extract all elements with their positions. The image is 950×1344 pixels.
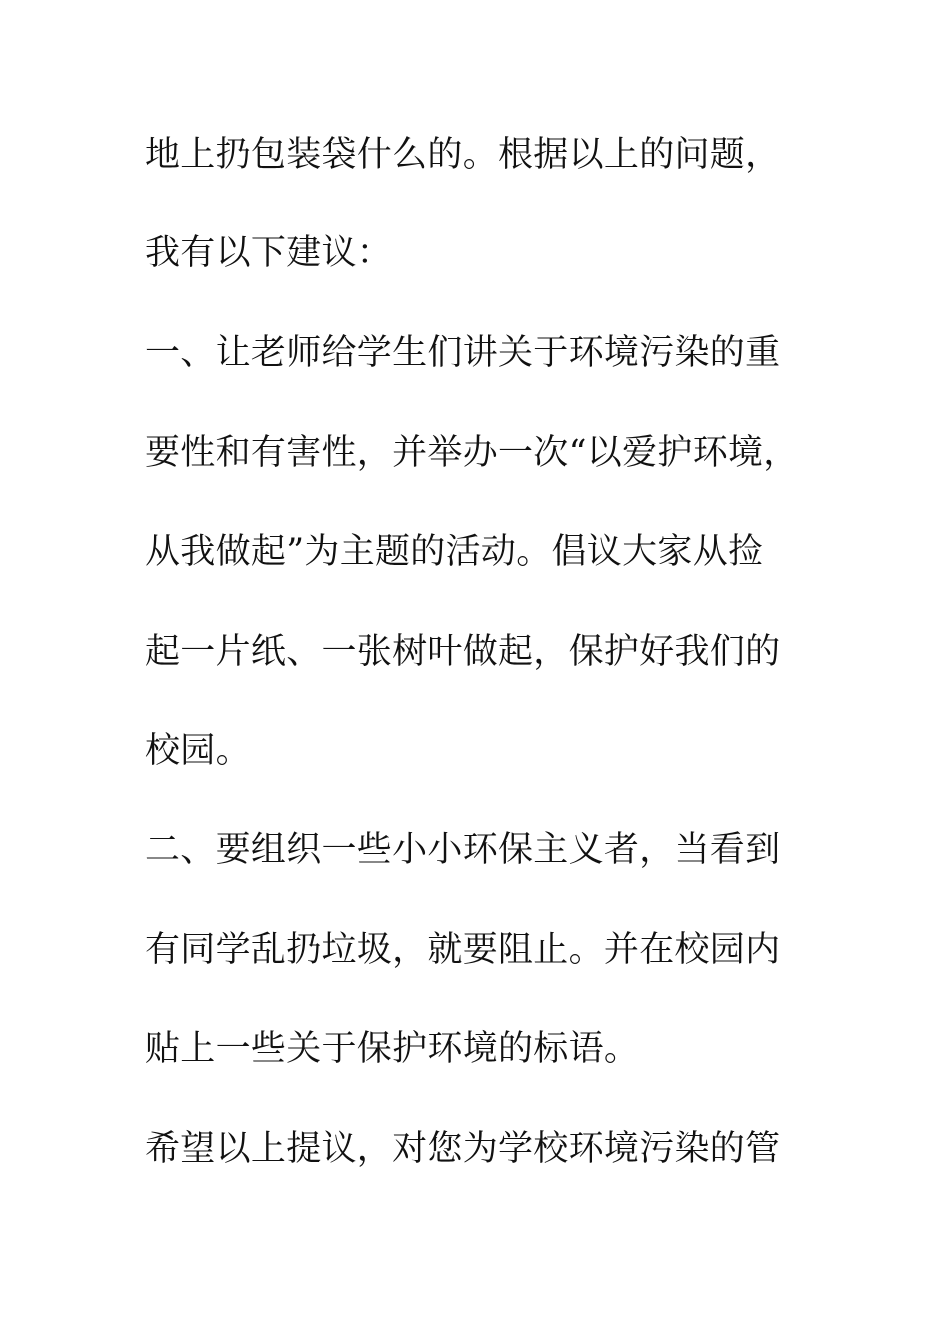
text-line-10: 贴上一些关于保护环境的标语。 [145, 1029, 640, 1069]
text-line-3: 一、让老师给学生们讲关于环境污染的重 [145, 333, 781, 373]
text-line-11: 希望以上提议，对您为学校环境污染的管 [145, 1129, 781, 1169]
text-line-1: 地上扔包装袋什么的。根据以上的问题， [145, 135, 781, 175]
text-line-2: 我有以下建议： [145, 233, 393, 273]
text-line-4: 要性和有害性，并举办一次“以爱护环境， [145, 433, 799, 473]
text-line-6: 起一片纸、一张树叶做起，保护好我们的 [145, 632, 781, 672]
text-line-5: 从我做起”为主题的活动。倡议大家从捡 [145, 532, 764, 572]
text-line-9: 有同学乱扔垃圾，就要阻止。并在校园内 [145, 930, 781, 970]
text-line-8: 二、要组织一些小小环保主义者，当看到 [145, 830, 781, 870]
text-line-7: 校园。 [145, 731, 251, 771]
